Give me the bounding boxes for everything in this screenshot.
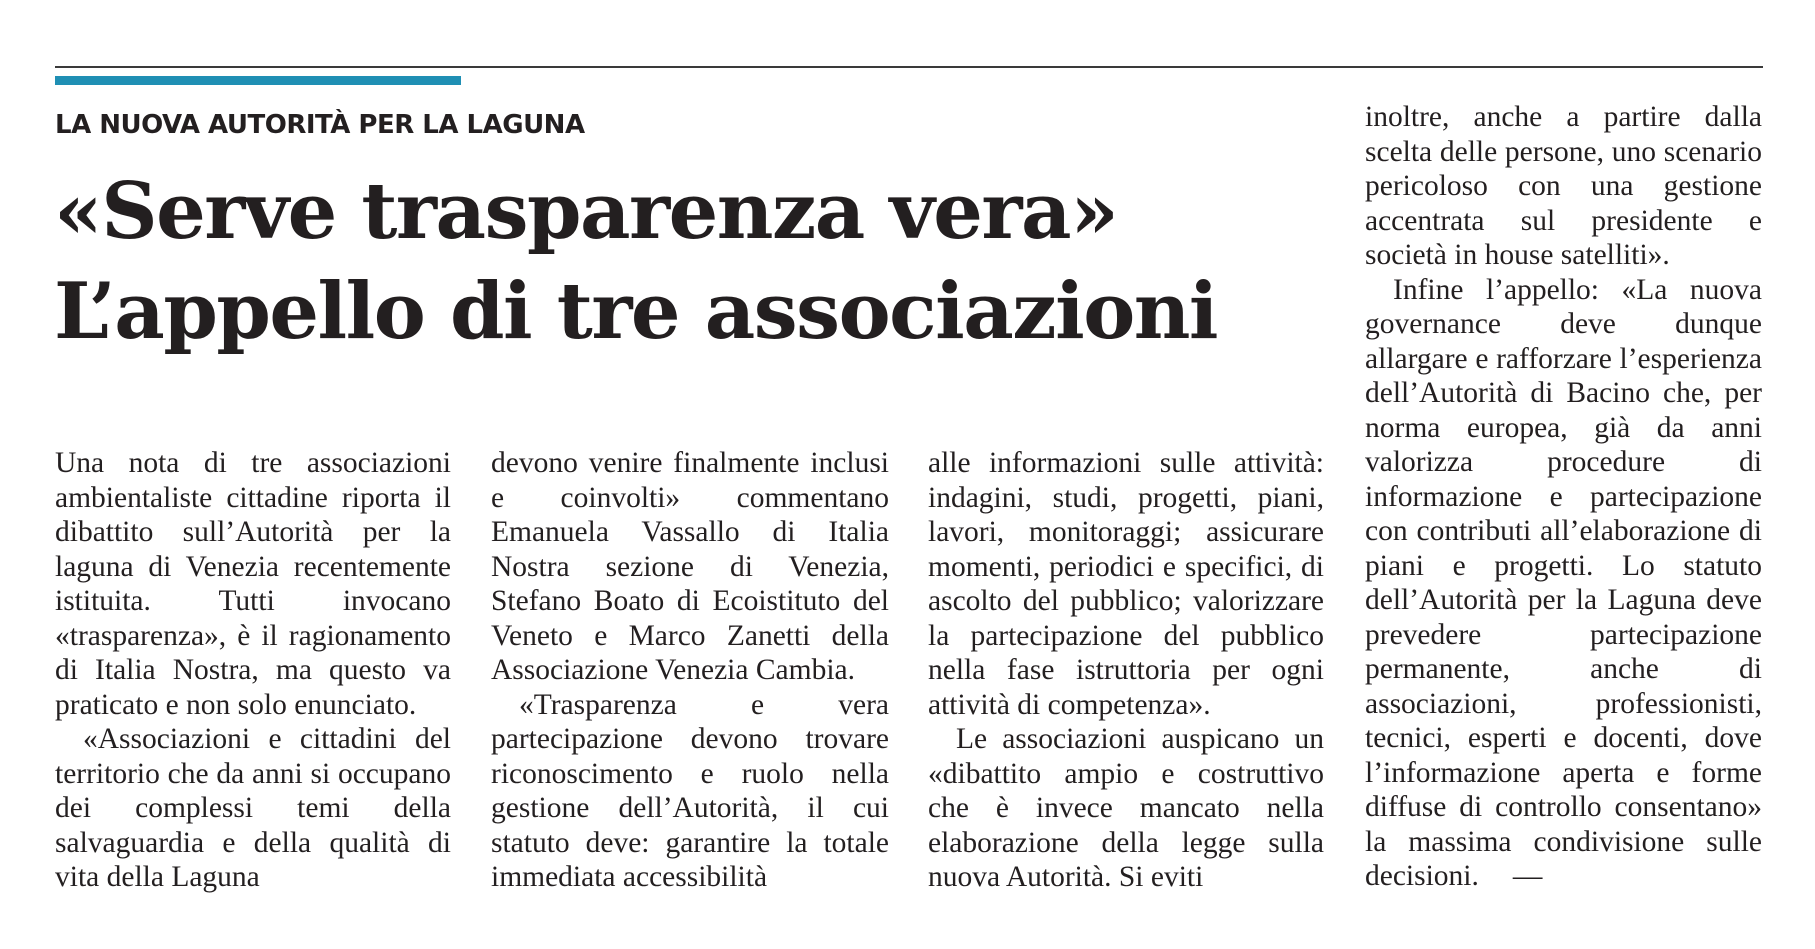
article-kicker: LA NUOVA AUTORITÀ PER LA LAGUNA <box>55 110 585 140</box>
top-rule <box>55 66 1330 68</box>
section-accent-bar <box>55 76 461 85</box>
paragraph: «Associazioni e cittadini del territorio che da anni si occupano dei complessi temi della salvaguardia e della qualità di vita della Laguna <box>55 723 451 893</box>
paragraph <box>1365 273 1762 894</box>
paragraph: inoltre, anche a partire dalla scelta delle persone, uno scenario pericoloso con una gestione accentrata sul presidente e società in house satelliti». <box>1365 101 1762 271</box>
paragraph-text: Infine l’appello: «La nuova governance deve dunque allargare e rafforzare l’esperienza dell’Autorità di Bacino che, per norma europea, già da anni valorizza procedure di informazione e partecipazione con contributi all’elaborazione di piani e progetti. Lo statuto dell’Autorità per la Laguna deve prevedere partecipazione permanente, anche di associazioni, professionisti, tecnici, esperti e docenti, dove l’informazione aperta e forme diffuse di controllo consentano» la massima condivisione sulle decisioni. <box>1365 273 1762 892</box>
body-column-4 <box>1365 100 1762 894</box>
headline-line-2: L’appello di tre associazioni <box>54 266 1218 357</box>
body-column-2 <box>491 446 889 895</box>
body-column-3 <box>928 446 1324 895</box>
paragraph: alle informazioni sulle attività: indagini, studi, progetti, piani, lavori, monitoraggi; assicurare momenti, periodici e specifici, di ascolto del pubblico; valorizzare la partecipazione del pubblico nella fase istruttoria per ogni attività di competenza». <box>928 447 1324 721</box>
paragraph: Le associazioni auspicano un «dibattito ampio e costruttivo che è invece mancato nella elaborazione della legge sulla nuova Autorità. Si eviti <box>928 723 1324 893</box>
body-column-1 <box>55 446 451 895</box>
article-headline <box>54 162 1344 362</box>
paragraph: devono venire finalmente inclusi e coinvolti» commentano Emanuela Vassallo di Italia Nostra sezione di Venezia, Stefano Boato di Ecoistituto del Veneto e Marco Zanetti della Associazione Venezia Cambia. <box>491 447 889 686</box>
paragraph: Una nota di tre associazioni ambientaliste cittadine riporta il dibattito sull’Autorità per la laguna di Venezia recentemente istituita. Tutti invocano «trasparenza», è il ragionamento di Italia Nostra, ma questo va praticato e non solo enunciato. <box>55 447 451 721</box>
headline-line-1: «Serve trasparenza vera» <box>54 166 1118 257</box>
top-rule-right <box>1330 66 1763 68</box>
end-of-article-mark: — <box>1512 860 1543 892</box>
paragraph: «Trasparenza e vera partecipazione devono trovare riconoscimento e ruolo nella gestione dell’Autorità, il cui statuto deve: garantire la totale immediata accessibilità <box>491 688 889 893</box>
